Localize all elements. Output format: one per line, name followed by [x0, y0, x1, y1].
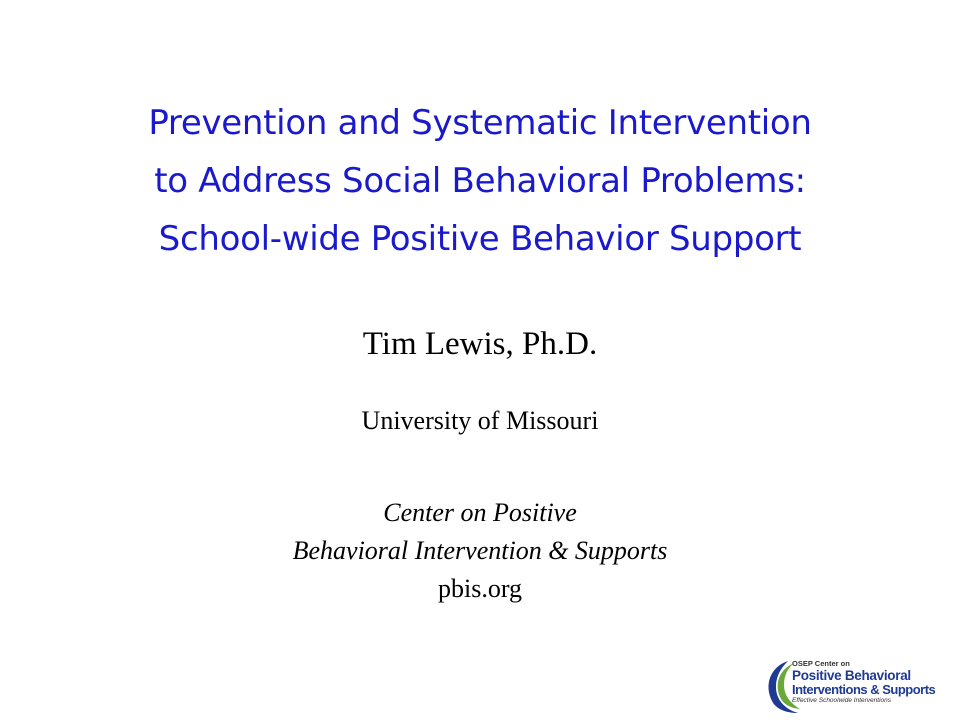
center-name-line-2: Behavioral Intervention & Supports — [292, 536, 668, 565]
slide-title — [0, 94, 960, 268]
center-info — [0, 494, 960, 608]
logo-line-4: Effective Schoolwide Interventions — [792, 697, 891, 704]
website-url: pbis.org — [437, 574, 523, 603]
affiliation: University of Missouri — [361, 406, 599, 435]
logo-line-3: Interventions & Supports — [792, 682, 936, 697]
pbis-logo — [762, 657, 952, 715]
logo-line-1: OSEP Center on — [792, 659, 850, 668]
logo-line-2: Positive Behavioral — [792, 668, 911, 683]
title-line-3: School-wide Positive Behavior Support — [158, 219, 802, 259]
logo-text — [792, 660, 952, 705]
title-line-1: Prevention and Systematic Intervention — [148, 103, 812, 143]
title-line-2: to Address Social Behavioral Problems: — [154, 161, 806, 201]
center-name-line-1: Center on Positive — [383, 498, 577, 527]
author-name: Tim Lewis, Ph.D. — [362, 326, 598, 362]
